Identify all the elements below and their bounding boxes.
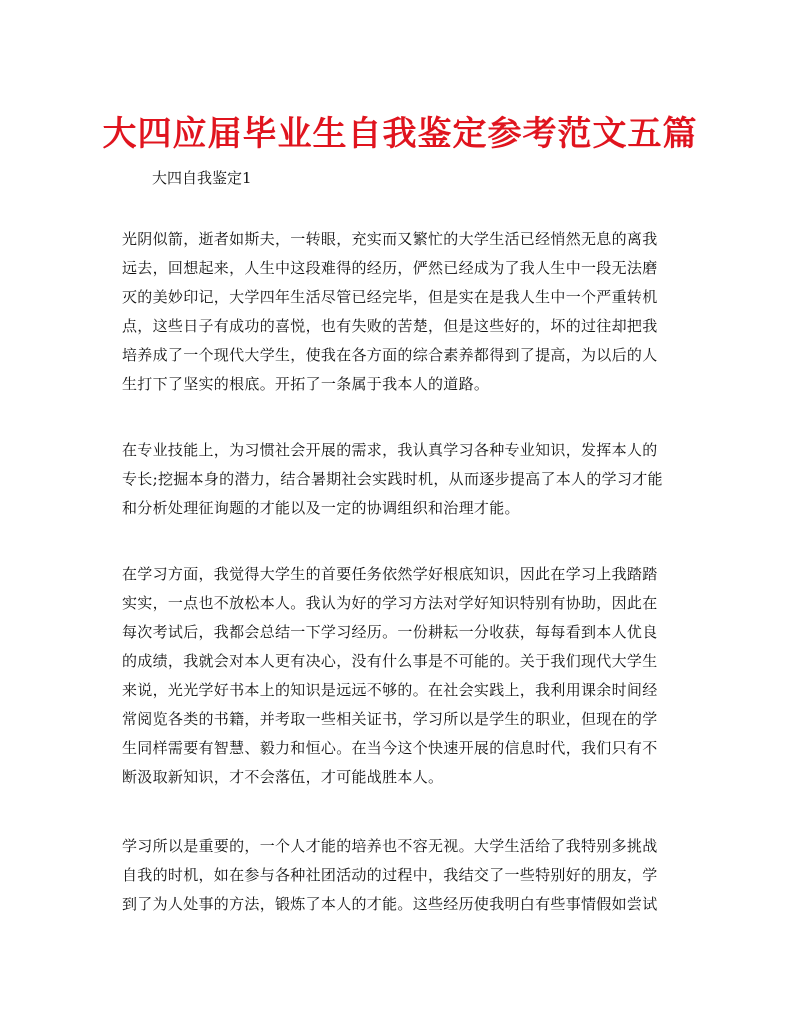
section-subtitle: 大四自我鉴定1 (152, 169, 252, 187)
paragraph-3 (122, 560, 682, 792)
paragraph-line: 光阴似箭，逝者如斯夫，一转眼，充实而又繁忙的大学生活已经悄然无息的离我 (122, 230, 658, 248)
paragraph-line: 每次考试后，我都会总结一下学习经历。一份耕耘一分收获，每每看到本人优良 (122, 623, 658, 641)
paragraph-line: 自我的时机，如在参与各种社团活动的过程中，我结交了一些特别好的朋友，学 (122, 866, 658, 884)
paragraph-line: 常阅览各类的书籍，并考取一些相关证书，学习所以是学生的职业，但现在的学 (122, 710, 658, 728)
paragraph-line: 生同样需要有智慧、毅力和恒心。在当今这个快速开展的信息时代，我们只有不 (122, 739, 658, 757)
paragraph-line: 的成绩，我就会对本人更有决心，没有什么事是不可能的。关于我们现代大学生 (122, 652, 658, 670)
paragraph-line: 在学习方面，我觉得大学生的首要任务依然学好根底知识，因此在学习上我踏踏 (122, 565, 658, 583)
paragraph-1 (122, 225, 682, 399)
paragraph-line: 和分析处理征询题的才能以及一定的协调组织和治理才能。 (122, 499, 520, 517)
document-title: 大四应届毕业生自我鉴定参考范文五篇 (102, 114, 698, 154)
paragraph-line: 培养成了一个现代大学生，使我在各方面的综合素养都得到了提高，为以后的人 (122, 346, 658, 364)
paragraph-line: 学习所以是重要的，一个人才能的培养也不容无视。大学生活给了我特别多挑战 (122, 837, 658, 855)
paragraph-line: 专长;挖掘本身的潜力，结合暑期社会实践时机，从而逐步提高了本人的学习才能 (122, 470, 663, 488)
paragraph-line: 生打下了坚实的根底。开拓了一条属于我本人的道路。 (122, 375, 490, 393)
paragraph-2 (122, 436, 682, 523)
paragraph-line: 实实，一点也不放松本人。我认为好的学习方法对学好知识特别有协助，因此在 (122, 594, 658, 612)
paragraph-line: 断汲取新知识，才不会落伍，才可能战胜本人。 (122, 768, 444, 786)
paragraph-line: 在专业技能上，为习惯社会开展的需求，我认真学习各种专业知识，发挥本人的 (122, 441, 658, 459)
paragraph-line: 远去，回想起来，人生中这段难得的经历，俨然已经成为了我人生中一段无法磨 (122, 259, 658, 277)
paragraph-line: 到了为人处事的方法，锻炼了本人的才能。这些经历使我明白有些事情假如尝试 (122, 895, 658, 913)
paragraph-line: 点，这些日子有成功的喜悦，也有失败的苦楚，但是这些好的，坏的过往却把我 (122, 317, 658, 335)
paragraph-line: 灭的美妙印记，大学四年生活尽管已经完毕，但是实在是我人生中一个严重转机 (122, 288, 658, 306)
paragraph-4 (122, 832, 682, 919)
paragraph-line: 来说，光光学好书本上的知识是远远不够的。在社会实践上，我利用课余时间经 (122, 681, 658, 699)
